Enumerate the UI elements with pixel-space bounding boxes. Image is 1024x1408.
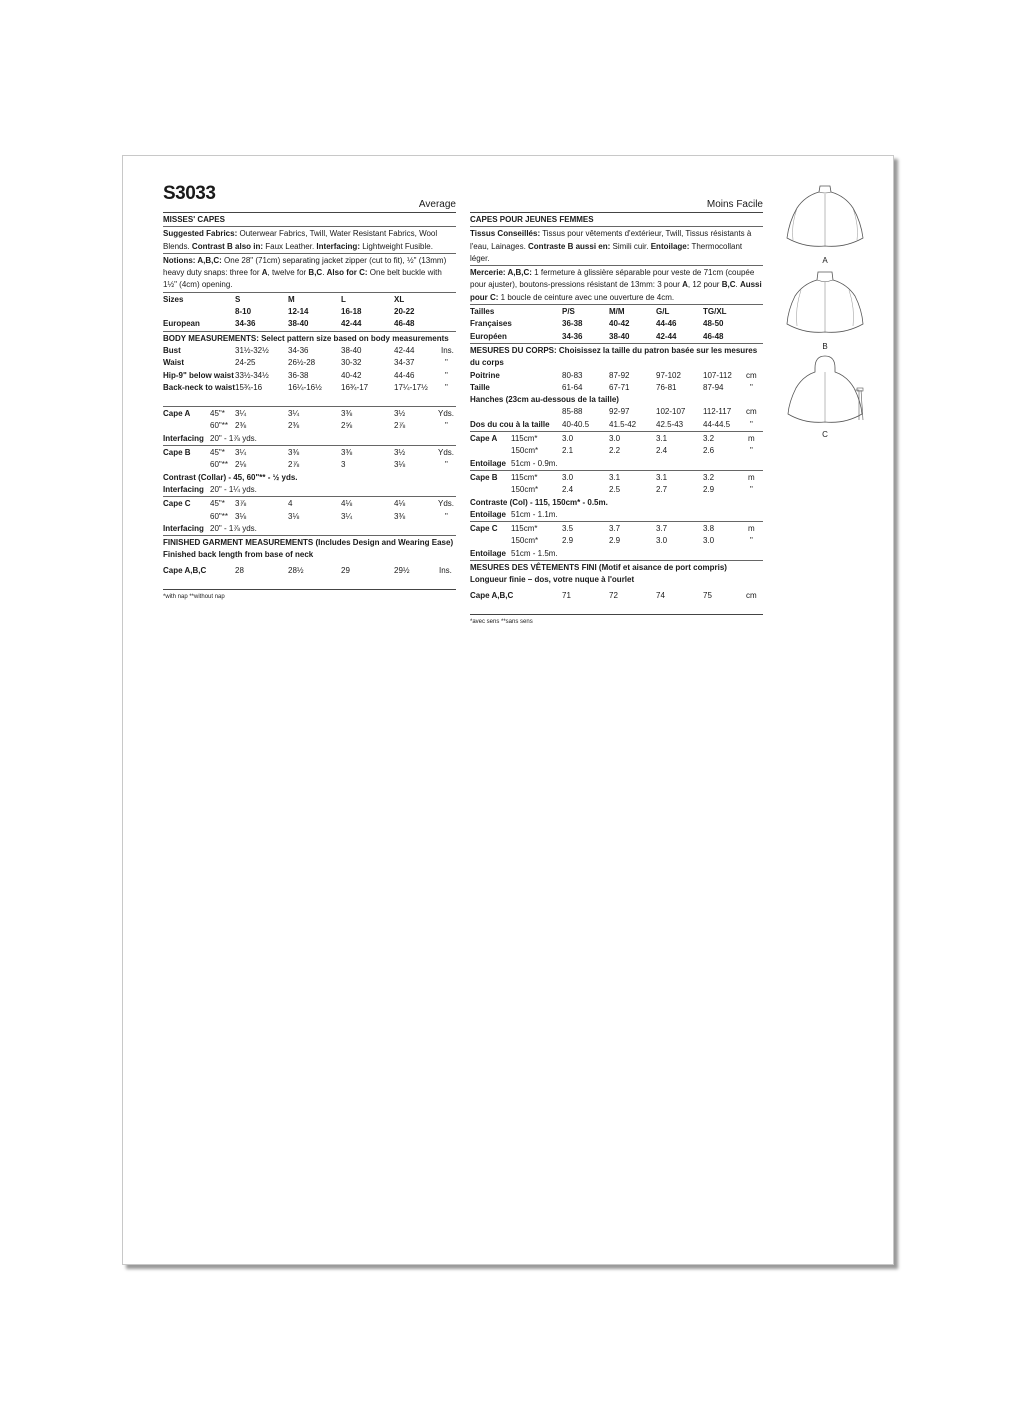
yardage-cell: 3.8 bbox=[703, 524, 715, 534]
size-cell: L bbox=[341, 294, 346, 304]
yardage-cell: 3.7 bbox=[609, 524, 621, 534]
title-fr: CAPES POUR JEUNES FEMMES bbox=[470, 213, 763, 227]
yardage-fr bbox=[470, 522, 763, 561]
yardage-cell: 3⅜ bbox=[341, 448, 353, 458]
interfacing-label: Interfacing bbox=[163, 484, 204, 494]
yardage-cell: 3¼ bbox=[235, 448, 247, 458]
notions-text: 1 fermeture à glissière séparable pour veste de 71cm (coupée pour ajuster), boutons-pressions résistant de 13mm: 3 pour bbox=[470, 268, 755, 290]
unit-cell: " bbox=[750, 536, 753, 546]
body-cell: 67-71 bbox=[609, 382, 630, 392]
body-label: Hip-9" below waist bbox=[163, 370, 234, 380]
yardage-cell: 3¼ bbox=[341, 511, 353, 521]
size-cell: 20-22 bbox=[394, 307, 415, 317]
body-heading: MESURES DU CORPS: Choisissez la taille du patron basée sur les mesures du corps bbox=[470, 345, 758, 368]
difficulty-level: Average bbox=[418, 198, 456, 210]
width-cell: 45"* bbox=[210, 409, 225, 419]
yardage-cell: 3.0 bbox=[562, 434, 574, 444]
body-label: Back-neck to waist bbox=[163, 382, 236, 392]
body-cell: 30-32 bbox=[341, 358, 362, 368]
size-cell: XL bbox=[394, 294, 405, 304]
interfacing-text: Thermocollant léger. bbox=[470, 241, 743, 263]
body-cell: 34-36 bbox=[288, 345, 309, 355]
body-cell: 31½-32½ bbox=[235, 345, 269, 355]
interfacing-label: Interfacing bbox=[163, 523, 204, 533]
body-cell: 36-38 bbox=[288, 370, 309, 380]
body-cell: 44-46 bbox=[394, 370, 415, 380]
notions-view-a: A bbox=[682, 280, 688, 290]
yardage-row bbox=[470, 433, 763, 445]
size-cell: 42-44 bbox=[656, 331, 677, 341]
body-heading: BODY MEASUREMENTS: Select pattern size based on body measurements bbox=[163, 333, 449, 343]
sizes-label: Sizes bbox=[163, 294, 184, 304]
sizes-row bbox=[470, 306, 763, 318]
size-cell: 34-36 bbox=[562, 331, 583, 341]
yardage-cell: 2.9 bbox=[562, 536, 574, 546]
contrast-text: Simili cuir. bbox=[610, 241, 651, 251]
width-cell: 115cm* bbox=[511, 524, 538, 534]
view-label-b: B bbox=[822, 342, 828, 351]
yardage-cell: 3¼ bbox=[288, 409, 300, 419]
finished-row bbox=[163, 565, 456, 577]
width-cell: 150cm* bbox=[511, 446, 539, 456]
size-cell: 38-40 bbox=[288, 319, 309, 329]
sizes-eu-row bbox=[470, 331, 763, 343]
body-cell: 107-112 bbox=[703, 370, 732, 380]
finished-measurements-fr bbox=[470, 561, 763, 615]
yardage-cell: 3⅜ bbox=[341, 409, 353, 419]
body-cell: 40-40.5 bbox=[562, 419, 590, 429]
body-cell: 33½-34½ bbox=[235, 370, 269, 380]
contrast-label: Contraste B aussi en: bbox=[528, 241, 611, 251]
hanches-label: Hanches (23cm au-dessous de la taille) bbox=[470, 395, 619, 405]
body-label: Dos du cou à la taille bbox=[470, 419, 550, 429]
unit-cell: m bbox=[748, 524, 755, 534]
body-cell: 15¾-16 bbox=[235, 382, 263, 392]
width-cell: 150cm* bbox=[511, 485, 539, 495]
yardage-row bbox=[163, 498, 456, 510]
finished-subheading: Finished back length from base of neck bbox=[163, 550, 314, 560]
body-cell: 80-83 bbox=[562, 370, 583, 380]
sizes-table-fr bbox=[470, 305, 763, 344]
body-cell: 44-44.5 bbox=[703, 419, 731, 429]
yardage-cell: 3.2 bbox=[703, 472, 715, 482]
yardage-cell: 3½ bbox=[394, 409, 406, 419]
yardage-cell: 2.9 bbox=[609, 536, 621, 546]
body-cell: 97-102 bbox=[656, 370, 681, 380]
interfacing-row bbox=[470, 509, 763, 521]
notions-also-label: Aussi pour C: bbox=[470, 280, 762, 302]
body-cell: 42.5-43 bbox=[656, 419, 684, 429]
yardage-cell: 2.4 bbox=[562, 485, 574, 495]
unit-cell: cm bbox=[746, 370, 757, 380]
contrast-text: Faux Leather. bbox=[263, 241, 317, 251]
yardage-cell: 3.0 bbox=[656, 536, 668, 546]
yardage-cell: 3⅛ bbox=[288, 511, 300, 521]
difficulty-level: Moins Facile bbox=[706, 198, 763, 210]
body-cell: 38-40 bbox=[341, 345, 362, 355]
unit-cell: " bbox=[445, 382, 448, 392]
yardage-cell: 4⅛ bbox=[394, 499, 406, 509]
body-cell: 76-81 bbox=[656, 382, 677, 392]
yardage-cell: 2⅛ bbox=[235, 460, 247, 470]
unit-cell: cm bbox=[746, 407, 757, 417]
yardage-en bbox=[163, 407, 456, 446]
sizes-row bbox=[163, 294, 456, 306]
notions-en bbox=[163, 254, 456, 293]
unit-cell: " bbox=[750, 419, 753, 429]
yardage-en bbox=[163, 497, 456, 536]
footnote-fr: *avec sens **sans sens bbox=[470, 618, 533, 625]
cape-b-drawing bbox=[775, 268, 875, 342]
header-fr bbox=[470, 190, 763, 213]
fabrics-text: Outerwear Fabrics, Twill, Water Resistant Fabrics, Wool Blends. bbox=[163, 229, 438, 251]
size-cell: 12-14 bbox=[288, 307, 309, 317]
unit-cell: Yds. bbox=[438, 448, 455, 458]
size-cell: 38-40 bbox=[609, 331, 630, 341]
yardage-cell: 3.1 bbox=[656, 472, 668, 482]
body-cell: 17¼-17½ bbox=[394, 382, 428, 392]
unit-cell: Yds. bbox=[438, 409, 455, 419]
body-cell: 34-37 bbox=[394, 358, 415, 368]
yardage-cell: 2.6 bbox=[703, 446, 715, 456]
sizes-label: Tailles bbox=[470, 307, 495, 317]
pattern-number: S3033 bbox=[163, 183, 216, 204]
yardage-cell: 3.7 bbox=[656, 524, 668, 534]
width-cell: 45"* bbox=[210, 448, 225, 458]
yardage-cell: 3⅜ bbox=[394, 511, 406, 521]
body-row bbox=[163, 345, 456, 357]
unit-cell: Ins. bbox=[439, 565, 452, 575]
interfacing-label: Interfacing bbox=[163, 433, 204, 443]
body-row bbox=[163, 382, 456, 394]
notions-view-a: A bbox=[261, 268, 268, 278]
size-cell: M bbox=[288, 294, 295, 304]
width-cell: 60"** bbox=[210, 511, 228, 521]
size-cell: 46-48 bbox=[703, 331, 724, 341]
body-cell: 112-117 bbox=[703, 407, 732, 417]
yardage-cell: 2⅜ bbox=[235, 421, 247, 431]
interfacing-value: 51cm - 1.5m. bbox=[511, 548, 558, 558]
body-cell: 102-107 bbox=[656, 407, 686, 417]
body-cell: 41.5-42 bbox=[609, 419, 637, 429]
size-cell: 16-18 bbox=[341, 307, 362, 317]
yardage-cell: 2⅜ bbox=[288, 421, 300, 431]
interfacing-label: Entoilage bbox=[470, 458, 507, 468]
yardage-row bbox=[163, 408, 456, 420]
header-en bbox=[163, 183, 456, 213]
view-label-a: A bbox=[822, 256, 828, 265]
size-cell: 44-46 bbox=[656, 319, 677, 329]
body-label: Taille bbox=[470, 382, 490, 392]
unit-cell: m bbox=[748, 472, 755, 482]
yardage-row bbox=[163, 511, 456, 523]
finished-cell: 74 bbox=[656, 590, 665, 600]
body-cell: 42-44 bbox=[394, 345, 415, 355]
cape-label: Cape B bbox=[470, 472, 498, 482]
size-cell: G/L bbox=[656, 307, 670, 317]
yardage-cell: 2.1 bbox=[562, 446, 574, 456]
yardage-row bbox=[470, 445, 763, 457]
fabrics-label: Suggested Fabrics: bbox=[163, 229, 238, 239]
contrast-collar: Contraste (Col) - 115, 150cm* - 0.5m. bbox=[470, 497, 608, 507]
body-cell: 16¾-17 bbox=[341, 382, 369, 392]
finished-cell: 29 bbox=[341, 565, 350, 575]
body-cell: 26½-28 bbox=[288, 358, 316, 368]
interfacing-row bbox=[163, 484, 456, 496]
yardage-cell: 3.0 bbox=[562, 472, 574, 482]
notions-label: Notions: A,B,C: bbox=[163, 255, 222, 265]
finished-label: Cape A,B,C bbox=[163, 565, 207, 575]
body-cell: 61-64 bbox=[562, 382, 583, 392]
width-cell: 115cm* bbox=[511, 434, 538, 444]
fabrics-label: Tissus Conseillés: bbox=[470, 229, 541, 239]
unit-cell: " bbox=[445, 370, 448, 380]
notions-fr bbox=[470, 266, 763, 305]
notions-text: . bbox=[735, 280, 740, 290]
finished-cell: 28 bbox=[235, 565, 244, 575]
interfacing-value: 20" - 1¼ yds. bbox=[210, 484, 257, 494]
interfacing-value: 20" - 1⅞ yds. bbox=[210, 433, 257, 443]
yardage-cell: 3⅛ bbox=[394, 460, 406, 470]
yardage-en bbox=[163, 446, 456, 497]
yardage-cell: 3 bbox=[341, 460, 346, 470]
size-cell: P/S bbox=[562, 307, 575, 317]
body-cell: 87-92 bbox=[609, 370, 630, 380]
fabrics-fr bbox=[470, 227, 763, 266]
unit-cell: m bbox=[748, 434, 755, 444]
title-en: MISSES' CAPES bbox=[163, 213, 456, 227]
interfacing-row bbox=[470, 458, 763, 470]
yardage-cell: 2.5 bbox=[609, 485, 621, 495]
yardage-row bbox=[163, 420, 456, 432]
view-illustrations bbox=[775, 178, 875, 442]
interfacing-label: Entoilage bbox=[470, 548, 507, 558]
finished-heading: MESURES DES VÊTEMENTS FINI (Motif et aisance de port compris) bbox=[470, 563, 727, 573]
body-row bbox=[163, 370, 456, 382]
yardage-row bbox=[470, 535, 763, 547]
body-cell: 85-88 bbox=[562, 407, 583, 417]
finished-row bbox=[470, 590, 763, 602]
unit-cell: Ins. bbox=[441, 345, 454, 355]
width-cell: 115cm* bbox=[511, 472, 538, 482]
sizes-us-row bbox=[163, 306, 456, 318]
body-row bbox=[470, 406, 763, 418]
interfacing-row bbox=[163, 523, 456, 535]
sizes-table-en bbox=[163, 293, 456, 332]
yardage-cell: 2.4 bbox=[656, 446, 668, 456]
width-cell: 60"** bbox=[210, 421, 228, 431]
size-cell: 36-38 bbox=[562, 319, 583, 329]
cape-a-drawing bbox=[775, 178, 875, 256]
interfacing-row bbox=[470, 548, 763, 560]
notions-view-bc: B,C bbox=[721, 280, 736, 290]
size-cell: S bbox=[235, 294, 241, 304]
yardage-cell: 2.7 bbox=[656, 485, 668, 495]
european-label: European bbox=[163, 319, 200, 329]
yardage-cell: 2⅞ bbox=[288, 460, 300, 470]
interfacing-row bbox=[163, 433, 456, 445]
yardage-cell: 3.5 bbox=[562, 524, 574, 534]
notions-text: One belt buckle with 1½" (4cm) opening. bbox=[163, 268, 442, 290]
yardage-cell: 3.0 bbox=[609, 434, 621, 444]
size-cell: M/M bbox=[609, 307, 625, 317]
finished-cell: 29½ bbox=[394, 565, 410, 575]
size-cell: TG/XL bbox=[703, 307, 727, 317]
finished-cell: 28½ bbox=[288, 565, 304, 575]
finished-heading: FINISHED GARMENT MEASUREMENTS (Includes Design and Wearing Ease) bbox=[163, 538, 454, 548]
yardage-cell: 2⅝ bbox=[341, 421, 353, 431]
yardage-cell: 3.1 bbox=[609, 472, 621, 482]
yardage-row bbox=[470, 484, 763, 496]
yardage-cell: 3¼ bbox=[235, 409, 247, 419]
yardage-row bbox=[470, 523, 763, 535]
yardage-cell: 4 bbox=[288, 499, 293, 509]
yardage-cell: 3.2 bbox=[703, 434, 715, 444]
size-cell: 8-10 bbox=[235, 307, 252, 317]
yardage-fr bbox=[470, 432, 763, 471]
sizes-eu-row bbox=[163, 318, 456, 330]
interfacing-label: Entoilage bbox=[470, 509, 507, 519]
width-cell: 45"* bbox=[210, 499, 225, 509]
finished-cell: 71 bbox=[562, 590, 571, 600]
yardage-row bbox=[470, 472, 763, 484]
width-cell: 60"** bbox=[210, 460, 228, 470]
contrast-collar: Contrast (Collar) - 45, 60"** - ½ yds. bbox=[163, 472, 298, 482]
interfacing-value: 20" - 1⅞ yds. bbox=[210, 523, 257, 533]
body-cell: 92-97 bbox=[609, 407, 630, 417]
notions-label: Mercerie: A,B,C: bbox=[470, 268, 532, 278]
size-cell: 46-48 bbox=[394, 319, 415, 329]
fabrics-text: Tissus pour vêtements d'extérieur, Twill, Tissus résistants à l'eau, Lainages. bbox=[470, 229, 752, 251]
interfacing-value: 51cm - 1.1m. bbox=[511, 509, 558, 519]
yardage-row bbox=[163, 459, 456, 471]
unit-cell: " bbox=[445, 460, 448, 470]
interfacing-text: Lightweight Fusible. bbox=[359, 241, 433, 251]
cape-label: Cape C bbox=[163, 499, 191, 509]
cape-label: Cape A bbox=[470, 434, 498, 444]
fabrics-en bbox=[163, 227, 456, 254]
unit-cell: " bbox=[445, 421, 448, 431]
notions-view-bc: B,C bbox=[308, 268, 323, 278]
notions-text: , twelve for bbox=[267, 268, 309, 278]
unit-cell: " bbox=[750, 485, 753, 495]
body-cell: 16¼-16½ bbox=[288, 382, 322, 392]
pattern-envelope-back-sheet bbox=[122, 155, 894, 1265]
unit-cell: " bbox=[445, 358, 448, 368]
notions-text: , 12 pour bbox=[687, 280, 722, 290]
body-row bbox=[163, 357, 456, 369]
yardage-cell: 3⅜ bbox=[288, 448, 300, 458]
notions-text: 1 boucle de ceinture avec une ouverture de 4cm. bbox=[498, 292, 675, 302]
yardage-cell: 3.1 bbox=[656, 434, 668, 444]
interfacing-value: 51cm - 0.9m. bbox=[511, 458, 558, 468]
view-label-c: C bbox=[822, 430, 828, 439]
footnote-en: *with nap **without nap bbox=[163, 594, 225, 601]
cape-c-drawing bbox=[775, 354, 875, 430]
contrast-label: Contrast B also in: bbox=[191, 241, 264, 251]
notions-text: One 28" (71cm) separating jacket zipper (cut to fit), ½" (13mm) heavy duty snaps: three for bbox=[163, 255, 447, 278]
yardage-fr bbox=[470, 471, 763, 522]
body-label: Poitrine bbox=[470, 370, 500, 380]
size-cell: 34-36 bbox=[235, 319, 256, 329]
yardage-cell: 2⅞ bbox=[394, 421, 406, 431]
european-label: Européen bbox=[470, 331, 507, 341]
yardage-cell: 3⅛ bbox=[235, 511, 247, 521]
cape-label: Cape A bbox=[163, 409, 191, 419]
cape-label: Cape B bbox=[163, 448, 191, 458]
unit-cell: " bbox=[445, 511, 448, 521]
size-cell: 42-44 bbox=[341, 319, 362, 329]
finished-subheading: Longueur finie – dos, votre nuque à l'ourlet bbox=[470, 575, 635, 585]
unit-cell: " bbox=[750, 382, 753, 392]
english-column bbox=[163, 183, 456, 602]
size-cell: 48-50 bbox=[703, 319, 724, 329]
body-row bbox=[470, 382, 763, 394]
body-cell: 24-25 bbox=[235, 358, 256, 368]
notions-text: . bbox=[322, 268, 327, 278]
yardage-cell: 2.9 bbox=[703, 485, 715, 495]
width-cell: 150cm* bbox=[511, 536, 539, 546]
unit-cell: cm bbox=[746, 590, 757, 600]
yardage-cell: 4⅛ bbox=[341, 499, 353, 509]
cape-label: Cape C bbox=[470, 524, 498, 534]
francaises-label: Françaises bbox=[470, 319, 512, 329]
interfacing-label: Interfacing: bbox=[316, 241, 360, 251]
yardage-cell: 3½ bbox=[394, 448, 406, 458]
notions-also-label: Also for C: bbox=[326, 268, 368, 278]
finished-cell: 72 bbox=[609, 590, 618, 600]
interfacing-label: Entoilage: bbox=[650, 241, 690, 251]
body-measurements-fr bbox=[470, 344, 763, 432]
french-column bbox=[470, 190, 763, 627]
size-cell: 40-42 bbox=[609, 319, 630, 329]
body-row bbox=[470, 419, 763, 431]
body-cell: 87-94 bbox=[703, 382, 724, 392]
body-label: Waist bbox=[163, 358, 185, 368]
finished-cell: 75 bbox=[703, 590, 712, 600]
finished-label: Cape A,B,C bbox=[470, 590, 514, 600]
yardage-cell: 3⅞ bbox=[235, 499, 247, 509]
unit-cell: " bbox=[750, 446, 753, 456]
body-cell: 40-42 bbox=[341, 370, 362, 380]
body-row bbox=[470, 370, 763, 382]
finished-measurements-en bbox=[163, 536, 456, 590]
yardage-row bbox=[163, 447, 456, 459]
sizes-fr-row bbox=[470, 318, 763, 330]
body-label: Bust bbox=[163, 345, 181, 355]
unit-cell: Yds. bbox=[438, 499, 455, 509]
yardage-cell: 3.0 bbox=[703, 536, 715, 546]
yardage-cell: 2.2 bbox=[609, 446, 621, 456]
body-measurements-en bbox=[163, 332, 456, 407]
